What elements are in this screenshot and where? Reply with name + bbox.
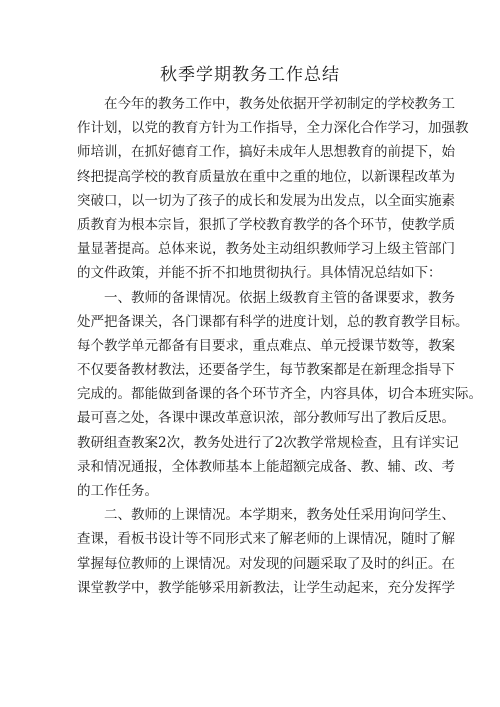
text-line: 查课，看板书设计等不同形式来了解老师的上课情况，随时了解 [77,531,455,548]
text-line: 质教育为根本宗旨，狠抓了学校教育教学的各个环节，使教学质 [77,216,455,233]
text-line: 完成的。都能做到备课的各个环节齐全，内容具体，切合本班实际。 [77,386,482,403]
text-line: 处严把备课关，各门课都有科学的进度计划，总的教育教学目标。 [77,313,469,330]
text-line: 量显著提高。总体来说，教务处主动组织教师学习上级主管部门 [77,241,455,258]
text-line: 的工作任务。 [77,483,158,499]
text-line: 终把提高学校的教育质量放在重中之重的地位，以新课程改革为 [77,168,455,185]
text-line: 每个教学单元都备有目要求，重点难点、单元授课节数等，教案 [77,337,455,354]
document-body [77,92,482,600]
text-line: 作计划，以党的教育方针为工作指导，全力深化合作学习，加强教 [77,120,469,137]
text-line: 录和情况通报，全体教师基本上能超额完成备、教、辅、改、考 [77,458,455,475]
text-line: 不仅要备教材教法，还要备学生，每节教案都是在新理念指导下 [77,362,455,379]
text-line: 在今年的教务工作中，教务处依据开学初制定的学校教务工 [104,96,455,112]
document-title: 秋季学期教务工作总结 [160,65,340,85]
text-line: 课堂教学中，教学能够采用新教法，让学生动起来，充分发挥学 [77,579,455,596]
text-line: 教研组查教案2次，教务处进行了2次教学常规检查，且有详实记 [77,434,459,451]
text-line: 一、教师的备课情况。依据上级教育主管的备课要求，教务 [104,289,455,306]
text-line: 二、教师的上课情况。本学期来，教务处任采用询问学生、 [104,507,455,524]
paragraph-3 [77,503,455,600]
text-line: 师培训，在抓好德育工作，搞好未成年人思想教育的前提下，始 [77,144,455,161]
text-line: 突破口，以一切为了孩子的成长和发展为出发点，以全面实施素 [77,192,455,209]
paragraph-1 [77,92,469,286]
paragraph-2 [77,286,482,504]
text-line: 的文件政策，并能不折不扣地贯彻执行。具体情况总结如下： [77,265,442,282]
text-line: 掌握每位教师的上课情况。对发现的问题采取了及时的纠正。在 [77,555,455,572]
text-line: 最可喜之处，各课中课改革意识浓，部分教师写出了教后反思。 [77,410,455,427]
